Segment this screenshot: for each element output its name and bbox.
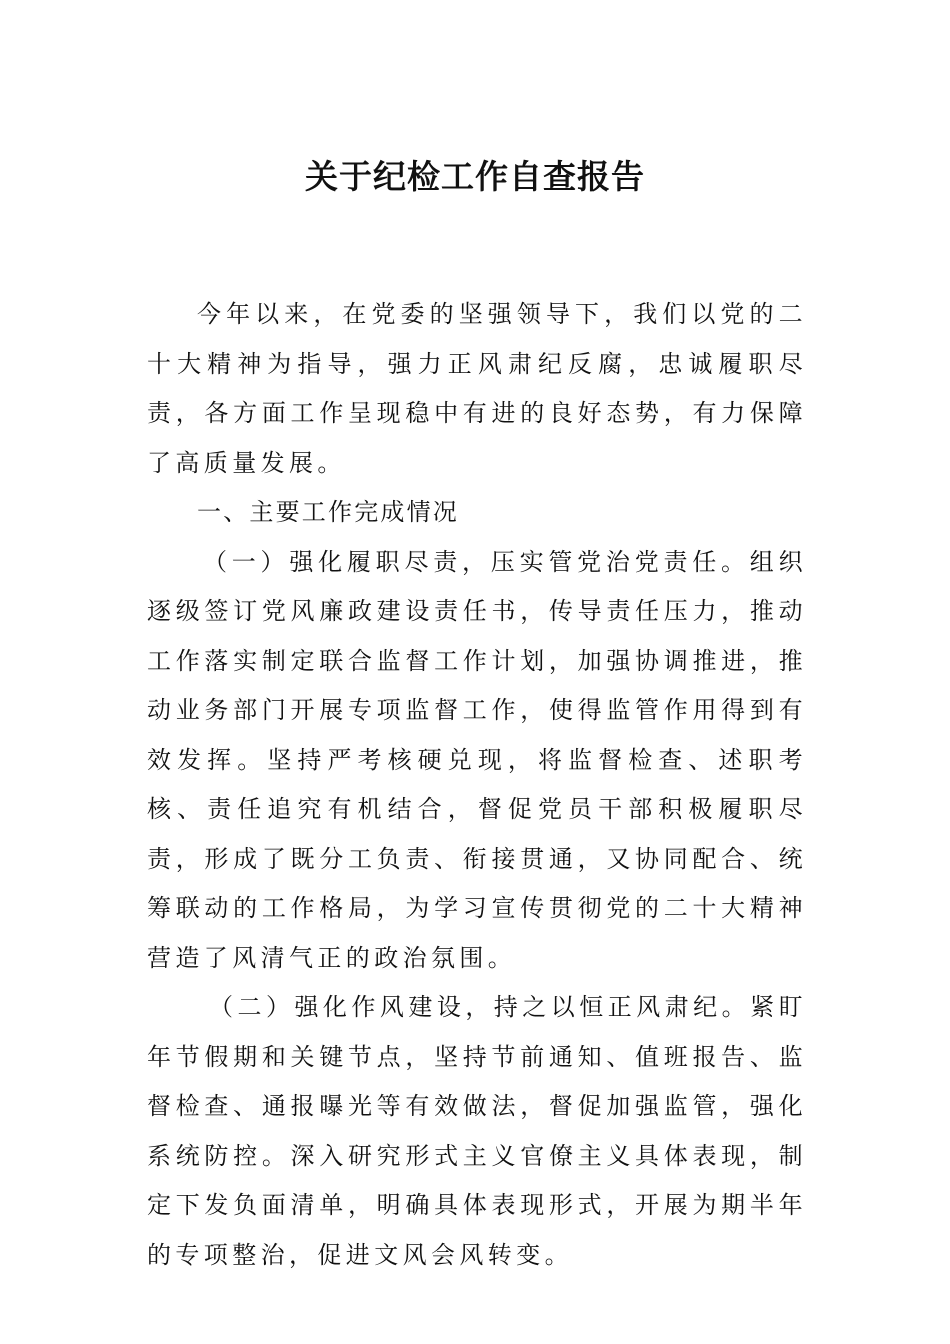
- document-title: 关于纪检工作自查报告: [305, 157, 645, 196]
- subsection-2-paragraph: （二）强化作风建设，持之以恒正风肃纪。紧盯年节假期和关键节点，坚持节前通知、值班报告、监督检查、通报曝光等有效做法，督促加强监管，强化系统防控。深入研究形式主义官僚主义具体表现，制定下发负面清单，明确具体表现形式，开展为期半年的专项整治，促进文风会风转变。: [147, 993, 807, 1269]
- subsection-1-paragraph: （一）强化履职尽责，压实管党治党责任。组织逐级签订党风廉政建设责任书，传导责任压力，推动工作落实制定联合监督工作计划，加强协调推进，推动业务部门开展专项监督工作，使得监管作用得到有效发挥。坚持严考核硬兑现，将监督检查、述职考核、责任追究有机结合，督促党员干部积极履职尽责，形成了既分工负责、衔接贯通，又协同配合、统筹联动的工作格局，为学习宣传贯彻党的二十大精神营造了风清气正的政治氛围。: [147, 547, 807, 972]
- intro-paragraph: 今年以来，在党委的坚强领导下，我们以党的二十大精神为指导，强力正风肃纪反腐，忠诚履职尽责，各方面工作呈现稳中有进的良好态势，有力保障了高质量发展。: [147, 300, 807, 477]
- document-body: [147, 290, 807, 1280]
- section-heading: 一、主要工作完成情况: [197, 498, 459, 526]
